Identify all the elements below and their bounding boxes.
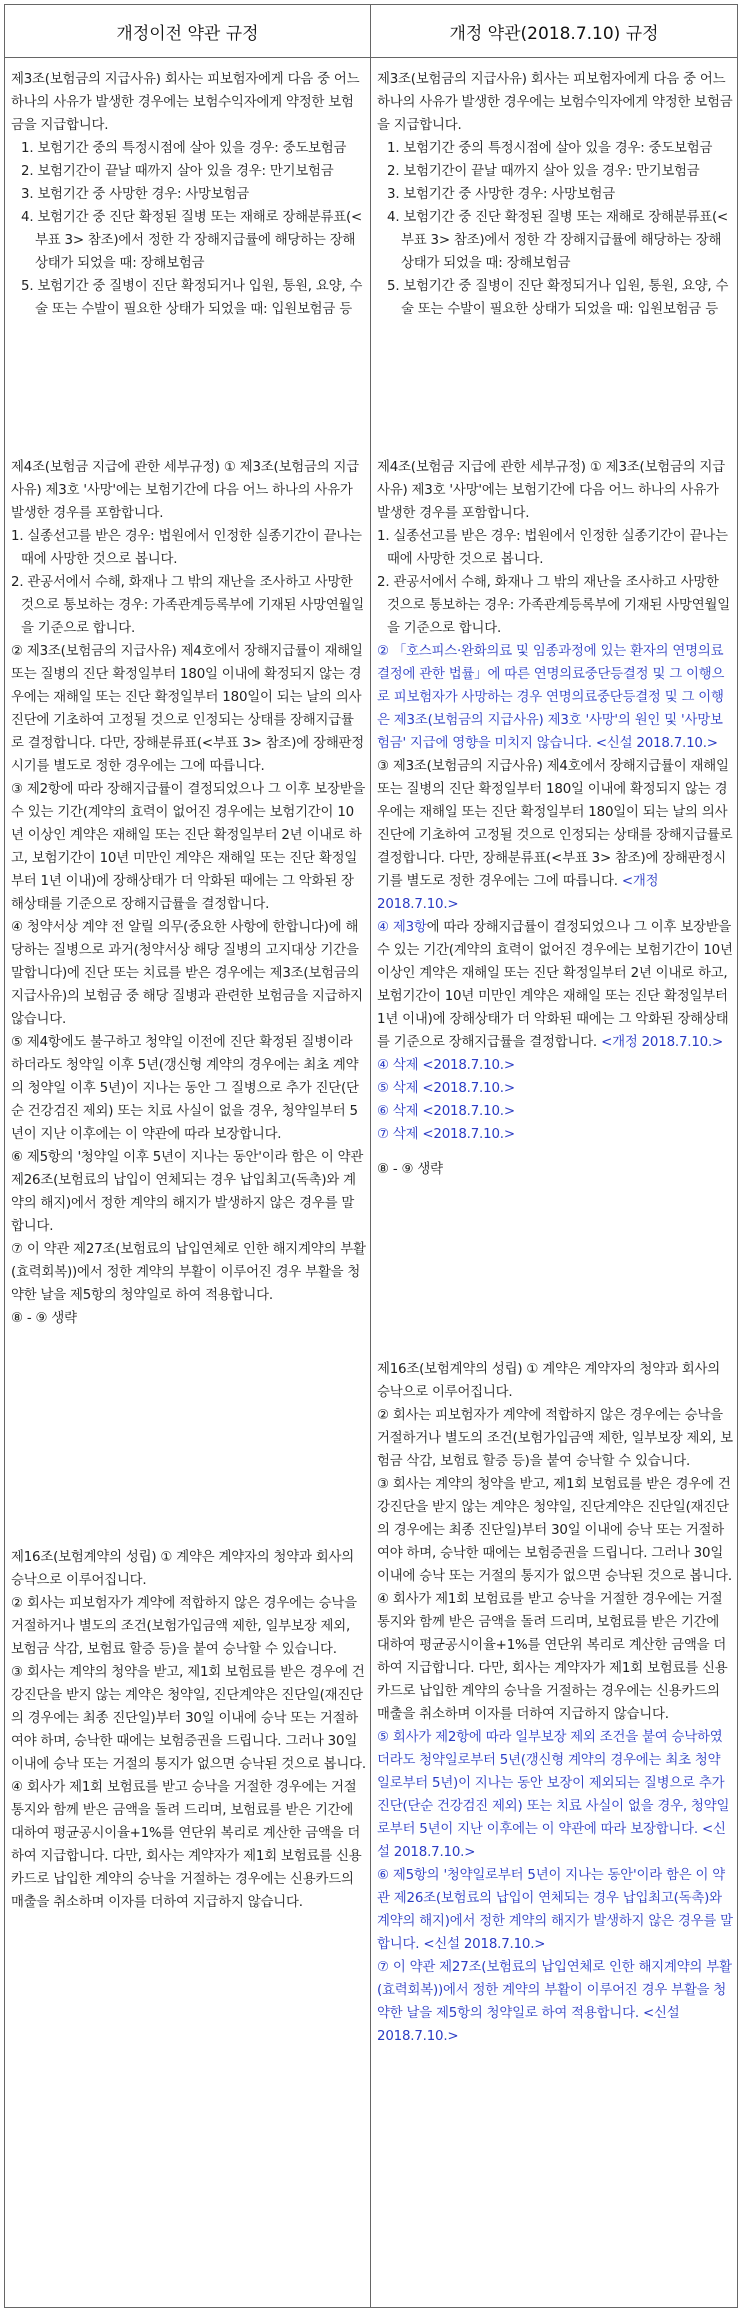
added-paragraph-2: ② 「호스피스·완화의료 및 임종과정에 있는 환자의 연명의료 결정에 관한 법률」에 따른 연명의료중단등결정 및 그 이행으로 피보험자가 사망하는 경우 연명의료중단등결정 및 그 이행은 제3조(보험금의 지급사유) 제3호 '사망'의 원인 및 '사망보험금' 지급에 영향을 미치지 않습니다. <신설 2018.7.10.> <box>377 644 725 751</box>
added-paragraph: ⑥ 제5항의 '청약일로부터 5년이 지나는 동안'이라 함은 이 약관 제26조(보험료의 납입이 연체되는 경우 납입최고(독촉)와 계약의 해지)에서 정한 계약의 해지가 발생하지 않은 경우를 말합니다. <신설 2018.7.10.> <box>377 1868 733 1952</box>
list-item: 1. 보험기간 중의 특정시점에 살아 있을 경우: 중도보험금 <box>387 141 713 156</box>
comparison-table <box>4 4 738 2308</box>
revision-note: <개정 2018.7.10.> <box>601 1035 724 1050</box>
list-item: 4. 보험기간 중 진단 확정된 질병 또는 재해로 장해분류표(<부표 3> 참조)에서 정한 각 장해지급률에 해당하는 장해상태가 되었을 때: 장해보험금 <box>387 210 729 271</box>
article-heading: 제3조(보험금의 지급사유) 회사는 피보험자에게 다음 중 어느 하나의 사유가 발생한 경우에는 보험수익자에게 약정한 보험금을 지급합니다. <box>377 72 733 133</box>
deleted-item: ⑤ 삭제 <2018.7.10.> <box>377 1081 515 1096</box>
added-paragraph: ⑤ 회사가 제2항에 따라 일부보장 제외 조건을 붙여 승낙하였더라도 청약일로부터 5년(갱신형 계약의 경우에는 최초 청약일로부터 5년)이 지나는 동안 보장이 제외되는 질병으로 추가 진단(단순 건강검진 제외) 또는 치료 사실이 없을 경우, 청약일로부터 5년이 지난 이후에는 이 약관에 따라 보장합니다. <신설 2018.7.10.> <box>377 1730 730 1860</box>
revision-note: <개정 2018.7.10.> <box>377 874 659 912</box>
list-item: 5. 보험기간 중 질병이 진단 확정되거나 입원, 통원, 요양, 수술 또는 수발이 필요한 상태가 되었을 때: 입원보험금 등 <box>21 279 363 317</box>
list-item: 2. 보험기간이 끝날 때까지 살아 있을 경우: 만기보험금 <box>387 164 700 179</box>
paragraph: ② 회사는 피보험자가 계약에 적합하지 않은 경우에는 승낙을 거절하거나 별도의 조건(보험가입금액 제한, 일부보장 제외, 보험금 삭감, 보험료 할증 등)을 붙여 승낙할 수 있습니다. <box>377 1408 733 1469</box>
right-article-16 <box>377 1358 733 2048</box>
column-after-revision <box>371 58 737 2307</box>
paragraph: ② 제3조(보험금의 지급사유) 제4호에서 장해지급률이 재해일 또는 질병의 진단 확정일부터 180일 이내에 확정되지 않는 경우에는 재해일 또는 진단 확정일부터 180일이 되는 날의 의사 진단에 기초하여 고정될 것으로 인정되는 상태를 장해지급률로 결정합니다. 다만, 장해분류표(<부표 3> 참조)에 장해판정시기를 별도로 정한 경우에는 그에 따릅니다. <box>11 644 365 774</box>
table-header <box>5 5 737 58</box>
paragraph: ⑧ - ⑨ 생략 <box>377 1162 443 1177</box>
paragraph <box>377 755 733 916</box>
paragraph: ⑥ 제5항의 '청약일 이후 5년이 지나는 동안'이라 함은 이 약관 제26조(보험료의 납입이 연체되는 경우 납입최고(독촉)와 계약의 해지)에서 정한 계약의 해지가 발생하지 않은 경우를 말합니다. <box>11 1150 364 1234</box>
deleted-item: ⑦ 삭제 <2018.7.10.> <box>377 1127 515 1142</box>
right-article-3 <box>377 68 733 321</box>
added-paragraph: ⑦ 이 약관 제27조(보험료의 납입연체로 인한 해지계약의 부활(효력회복))에서 정한 계약의 부활이 이루어진 경우 부활을 청약한 날을 제5항의 청약일로 하여 적용합니다. <신설 2018.7.10.> <box>377 1960 732 2044</box>
list-item: 2. 관공서에서 수해, 화재나 그 밖의 재난을 조사하고 사망한 것으로 통보하는 경우: 가족관계등록부에 기재된 사망연월일을 기준으로 합니다. <box>11 575 364 636</box>
article-heading: 제4조(보험금 지급에 관한 세부규정) ① 제3조(보험금의 지급사유) 제3호 '사망'에는 보험기간에 다음 어느 하나의 사유가 발생한 경우를 포함합니다. <box>11 460 360 521</box>
deleted-item: ④ 삭제 <2018.7.10.> <box>377 1058 515 1073</box>
article-heading: 제16조(보험계약의 성립) ① 계약은 계약자의 청약과 회사의 승낙으로 이루어집니다. <box>11 1550 355 1588</box>
list-item: 3. 보험기간 중 사망한 경우: 사망보험금 <box>387 187 615 202</box>
paragraph-text: ③ 제3조(보험금의 지급사유) 제4호에서 장해지급률이 재해일 또는 질병의 진단 확정일부터 180일 이내에 확정되지 않는 경우에는 재해일 또는 진단 확정일부터 180일이 되는 날의 의사 진단에 기초하여 고정될 것으로 인정되는 상태를 장해지급률로 결정합니다. 다만, 장해분류표(<부표 3> 참조)에 장해판정시기를 별도로 정한 경우에는 그에 따릅니다. <box>377 759 733 889</box>
list-item: 1. 보험기간 중의 특정시점에 살아 있을 경우: 중도보험금 <box>21 141 347 156</box>
paragraph: ④ 회사가 제1회 보험료를 받고 승낙을 거절한 경우에는 거절통지와 함께 받은 금액을 돌려 드리며, 보험료를 받은 기간에 대하여 평균공시이율+1%를 연단위 복리로 계산한 금액을 더하여 지급합니다. 다만, 회사는 계약자가 제1회 보험료를 신용카드로 납입한 계약의 승낙을 거절하는 경우에는 신용카드의 매출을 취소하며 이자를 더하여 지급하지 않습니다. <box>11 1780 362 1910</box>
paragraph: ② 회사는 피보험자가 계약에 적합하지 않은 경우에는 승낙을 거절하거나 별도의 조건(보험가입금액 제한, 일부보장 제외, 보험금 삭감, 보험료 할증 등)을 붙여 승낙할 수 있습니다. <box>11 1596 357 1657</box>
left-article-16 <box>11 1546 366 1914</box>
article-heading: 제3조(보험금의 지급사유) 회사는 피보험자에게 다음 중 어느 하나의 사유가 발생한 경우에는 보험수익자에게 약정한 보험금을 지급합니다. <box>11 72 360 133</box>
header-after-revision: 개정 약관(2018.7.10) 규정 <box>449 23 659 44</box>
article-heading: 제4조(보험금 지급에 관한 세부규정) ① 제3조(보험금의 지급사유) 제3호 '사망'에는 보험기간에 다음 어느 하나의 사유가 발생한 경우를 포함합니다. <box>377 460 726 521</box>
paragraph-text: 에 따라 장해지급률이 결정되었으나 그 이후 보장받을 수 있는 기간(계약의 효력이 없어진 경우에는 보험기간이 10년 이상인 계약은 재해일 또는 진단 확정일부터 2년 이내로 하고, 보험기간이 10년 미만인 계약은 재해일 또는 진단 확정일부터 1년 이내)에 장해상태가 더 악화된 때에는 그 악화된 장해상태를 기준으로 장해지급률을 결정합니다. <box>377 920 733 1050</box>
list-item: 3. 보험기간 중 사망한 경우: 사망보험금 <box>21 187 249 202</box>
list-item: 1. 실종선고를 받은 경우: 법원에서 인정한 실종기간이 끝나는 때에 사망한 것으로 봅니다. <box>377 529 728 567</box>
left-article-3 <box>11 68 366 321</box>
paragraph: ③ 제2항에 따라 장해지급률이 결정되었으나 그 이후 보장받을 수 있는 기간(계약의 효력이 없어진 경우에는 보험기간이 10년 이상인 계약은 재해일 또는 진단 확정일부터 2년 이내로 하고, 보험기간이 10년 미만인 계약은 재해일 또는 진단 확정일부터 1년 이내)에 장해상태가 더 악화된 때에는 그 악화된 장해상태를 기준으로 장해지급률을 결정합니다. <box>11 782 366 912</box>
list-item: 1. 실종선고를 받은 경우: 법원에서 인정한 실종기간이 끝나는 때에 사망한 것으로 봅니다. <box>11 529 362 567</box>
paragraph <box>377 916 733 1054</box>
paragraph: ③ 회사는 계약의 청약을 받고, 제1회 보험료를 받은 경우에 건강진단을 받지 않는 계약은 청약일, 진단계약은 진단일(재진단의 경우에는 최종 진단일)부터 30일 이내에 승낙 또는 거절하여야 하며, 승낙한 때에는 보험증권을 드립니다. 그러나 30일 이내에 승낙 또는 거절의 통지가 없으면 승낙된 것으로 봅니다. <box>11 1665 366 1772</box>
paragraph: ⑦ 이 약관 제27조(보험료의 납입연체로 인한 해지계약의 부활(효력회복))에서 정한 계약의 부활이 이루어진 경우 부활을 청약한 날을 제5항의 청약일로 하여 적용합니다. <box>11 1242 366 1303</box>
right-article-4 <box>377 456 733 1181</box>
paragraph: ③ 회사는 계약의 청약을 받고, 제1회 보험료를 받은 경우에 건강진단을 받지 않는 계약은 청약일, 진단계약은 진단일(재진단의 경우에는 최종 진단일)부터 30일 이내에 승낙 또는 거절하여야 하며, 승낙한 때에는 보험증권을 드립니다. 그러나 30일 이내에 승낙 또는 거절의 통지가 없으면 승낙된 것으로 봅니다. <box>377 1477 732 1584</box>
paragraph: ④ 회사가 제1회 보험료를 받고 승낙을 거절한 경우에는 거절통지와 함께 받은 금액을 돌려 드리며, 보험료를 받은 기간에 대하여 평균공시이율+1%를 연단위 복리로 계산한 금액을 더하여 지급합니다. 다만, 회사는 계약자가 제1회 보험료를 신용카드로 납입한 계약의 승낙을 거절하는 경우에는 신용카드의 매출을 취소하며 이자를 더하여 지급하지 않습니다. <box>377 1592 728 1722</box>
article-heading: 제16조(보험계약의 성립) ① 계약은 계약자의 청약과 회사의 승낙으로 이루어집니다. <box>377 1362 721 1400</box>
list-item: 4. 보험기간 중 진단 확정된 질병 또는 재해로 장해분류표(<부표 3> 참조)에서 정한 각 장해지급률에 해당하는 장해상태가 되었을 때: 장해보험금 <box>21 210 363 271</box>
header-before-revision: 개정이전 약관 규정 <box>5 5 371 57</box>
revised-reference: ④ 제3항 <box>377 920 427 935</box>
paragraph: ⑧ - ⑨ 생략 <box>11 1311 77 1326</box>
left-article-4 <box>11 456 366 1330</box>
paragraph: ⑤ 제4항에도 불구하고 청약일 이전에 진단 확정된 질병이라 하더라도 청약일 이후 5년(갱신형 계약의 경우에는 최초 계약의 청약일 이후 5년)이 지나는 동안 그 질병으로 추가 진단(단순 건강검진 제외) 또는 치료 사실이 없을 경우, 청약일부터 5년이 지난 이후에는 이 약관에 따라 보장합니다. <box>11 1035 359 1142</box>
deleted-item: ⑥ 삭제 <2018.7.10.> <box>377 1104 515 1119</box>
list-item: 5. 보험기간 중 질병이 진단 확정되거나 입원, 통원, 요양, 수술 또는 수발이 필요한 상태가 되었을 때: 입원보험금 등 <box>387 279 729 317</box>
list-item: 2. 보험기간이 끝날 때까지 살아 있을 경우: 만기보험금 <box>21 164 334 179</box>
paragraph: ④ 청약서상 계약 전 알릴 의무(중요한 사항에 한합니다)에 해당하는 질병으로 과거(청약서상 해당 질병의 고지대상 기간을 말합니다)에 진단 또는 치료를 받은 경우에는 제3조(보험금의 지급사유)의 보험금 중 해당 질병과 관련한 보험금을 지급하지 않습니다. <box>11 920 363 1027</box>
column-before-revision <box>5 58 371 2307</box>
list-item: 2. 관공서에서 수해, 화재나 그 밖의 재난을 조사하고 사망한 것으로 통보하는 경우: 가족관계등록부에 기재된 사망연월일을 기준으로 합니다. <box>377 575 730 636</box>
